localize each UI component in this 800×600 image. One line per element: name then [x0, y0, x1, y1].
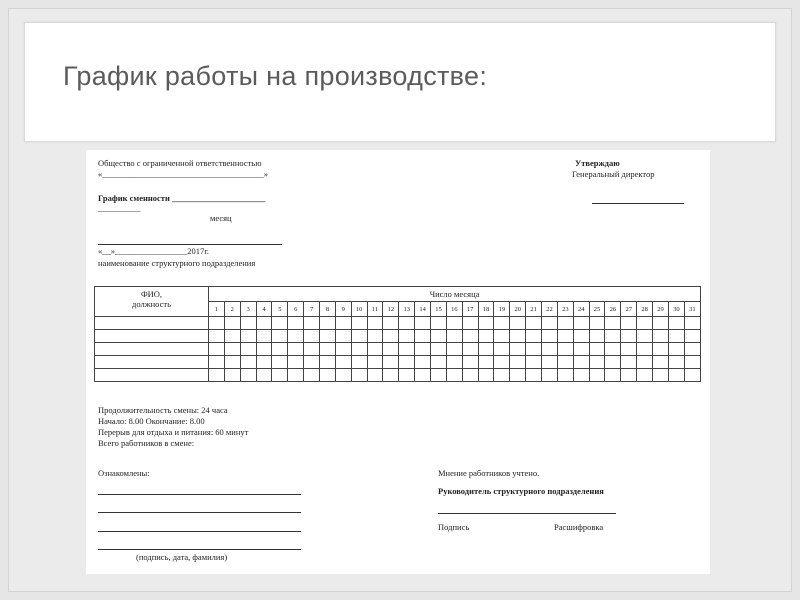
table-cell — [510, 317, 526, 330]
table-cell — [288, 343, 304, 356]
table-cell — [224, 356, 240, 369]
sign-line-3 — [98, 531, 301, 532]
table-cell — [399, 369, 415, 382]
table-cell — [478, 330, 494, 343]
head-signature-line — [438, 513, 616, 514]
table-cell — [209, 330, 225, 343]
table-cell — [399, 356, 415, 369]
table-cell — [383, 330, 399, 343]
table-cell — [209, 369, 225, 382]
table-cell — [304, 330, 320, 343]
table-cell — [494, 369, 510, 382]
table-cell — [637, 317, 653, 330]
table-cell — [415, 343, 431, 356]
table-cell — [494, 317, 510, 330]
table-cell — [621, 369, 637, 382]
table-cell — [351, 356, 367, 369]
sign-line-2 — [98, 512, 301, 513]
table-cell — [335, 317, 351, 330]
table-cell — [335, 369, 351, 382]
table-cell — [462, 317, 478, 330]
table-cell — [320, 343, 336, 356]
table-cell — [573, 369, 589, 382]
table-row — [95, 317, 701, 330]
table-cell — [542, 369, 558, 382]
director-signature-line — [592, 203, 684, 204]
table-cell — [621, 330, 637, 343]
date-line: «__»_________________2017г. — [98, 246, 209, 256]
table-cell — [367, 343, 383, 356]
table-cell — [335, 330, 351, 343]
table-cell — [335, 343, 351, 356]
table-cell — [462, 330, 478, 343]
table-cell — [224, 343, 240, 356]
table-cell — [557, 369, 573, 382]
table-cell — [431, 330, 447, 343]
table-cell — [383, 317, 399, 330]
table-cell — [95, 343, 209, 356]
table-cell — [573, 317, 589, 330]
table-cell — [383, 356, 399, 369]
schedule-label: График сменности ______________________ — [98, 193, 266, 203]
table-cell — [621, 343, 637, 356]
table-cell — [415, 356, 431, 369]
table-cell — [415, 317, 431, 330]
table-cell — [304, 317, 320, 330]
day-number: 7 — [304, 302, 320, 317]
head-label: Руководитель структурного подразделения — [438, 486, 604, 496]
table-cell — [589, 317, 605, 330]
table-cell — [526, 343, 542, 356]
table-cell — [557, 317, 573, 330]
table-cell — [462, 356, 478, 369]
table-cell — [668, 343, 684, 356]
table-cell — [510, 343, 526, 356]
table-cell — [589, 343, 605, 356]
table-cell — [399, 330, 415, 343]
approve-position: Генеральный директор — [572, 169, 655, 179]
table-cell — [526, 317, 542, 330]
table-cell — [224, 369, 240, 382]
day-number: 9 — [335, 302, 351, 317]
table-cell — [557, 330, 573, 343]
table-cell — [557, 356, 573, 369]
table-cell — [320, 330, 336, 343]
table-cell — [478, 343, 494, 356]
table-cell — [494, 343, 510, 356]
table-cell — [446, 343, 462, 356]
table-cell — [526, 330, 542, 343]
table-cell — [304, 356, 320, 369]
table-cell — [653, 330, 669, 343]
company-line: Общество с ограниченной ответственностью — [98, 158, 262, 168]
table-cell — [383, 343, 399, 356]
day-number: 14 — [415, 302, 431, 317]
day-number: 25 — [589, 302, 605, 317]
table-cell — [573, 356, 589, 369]
table-cell — [272, 343, 288, 356]
sign-line-4 — [98, 549, 301, 550]
table-cell — [399, 343, 415, 356]
table-cell — [446, 317, 462, 330]
day-number: 2 — [224, 302, 240, 317]
table-cell — [95, 330, 209, 343]
table-cell — [351, 343, 367, 356]
table-cell — [431, 369, 447, 382]
table-cell — [589, 369, 605, 382]
table-cell — [478, 317, 494, 330]
table-cell — [288, 317, 304, 330]
table-cell — [256, 356, 272, 369]
day-number: 13 — [399, 302, 415, 317]
day-number: 12 — [383, 302, 399, 317]
day-number: 11 — [367, 302, 383, 317]
table-cell — [431, 317, 447, 330]
day-number: 17 — [462, 302, 478, 317]
fio-header-line1: ФИО, — [140, 289, 163, 299]
table-cell — [684, 369, 700, 382]
table-cell — [653, 343, 669, 356]
decode-label: Расшифровка — [554, 522, 604, 532]
table-cell — [240, 317, 256, 330]
table-cell — [351, 317, 367, 330]
day-number: 5 — [272, 302, 288, 317]
table-cell — [637, 369, 653, 382]
table-cell — [367, 330, 383, 343]
table-cell — [415, 369, 431, 382]
table-cell — [494, 356, 510, 369]
table-cell — [272, 369, 288, 382]
table-row — [95, 330, 701, 343]
table-cell — [542, 330, 558, 343]
table-cell — [478, 356, 494, 369]
day-number: 21 — [526, 302, 542, 317]
table-cell — [304, 343, 320, 356]
company-quotes: «______________________________________» — [98, 169, 268, 179]
table-cell — [240, 330, 256, 343]
table-cell — [526, 356, 542, 369]
table-cell — [367, 369, 383, 382]
table-cell — [668, 356, 684, 369]
table-cell — [240, 356, 256, 369]
table-cell — [605, 356, 621, 369]
table-cell — [605, 369, 621, 382]
table-cell — [446, 330, 462, 343]
table-cell — [621, 317, 637, 330]
table-cell — [573, 343, 589, 356]
note-shift-duration: Продолжительность смены: 24 часа — [98, 405, 228, 415]
table-cell — [653, 356, 669, 369]
table-cell — [95, 317, 209, 330]
table-cell — [224, 317, 240, 330]
table-cell — [256, 330, 272, 343]
day-number: 4 — [256, 302, 272, 317]
table-cell — [209, 356, 225, 369]
table-cell — [653, 317, 669, 330]
table-cell — [95, 369, 209, 382]
table-cell — [605, 317, 621, 330]
table-cell — [320, 317, 336, 330]
table-cell — [209, 343, 225, 356]
table-cell — [684, 330, 700, 343]
document-image — [86, 150, 710, 574]
table-cell — [367, 356, 383, 369]
table-cell — [240, 369, 256, 382]
table-cell — [431, 343, 447, 356]
table-cell — [542, 343, 558, 356]
day-number: 16 — [446, 302, 462, 317]
day-number: 8 — [320, 302, 336, 317]
table-cell — [605, 330, 621, 343]
opinion-note: Мнение работников учтено. — [438, 468, 540, 478]
table-cell — [351, 330, 367, 343]
day-number: 19 — [494, 302, 510, 317]
note-start-end: Начало: 8.00 Окончание: 8.00 — [98, 416, 205, 426]
fio-header-line2: должность — [132, 299, 171, 309]
table-cell — [494, 330, 510, 343]
table-cell — [320, 369, 336, 382]
blank-line — [98, 244, 282, 245]
table-cell — [589, 330, 605, 343]
day-number: 29 — [653, 302, 669, 317]
table-cell — [637, 330, 653, 343]
table-cell — [431, 356, 447, 369]
table-cell — [304, 369, 320, 382]
table-cell — [668, 330, 684, 343]
table-cell — [510, 356, 526, 369]
table-cell — [288, 330, 304, 343]
slide-title: График работы на производстве: — [63, 61, 488, 91]
table-cell — [351, 369, 367, 382]
table-cell — [256, 317, 272, 330]
table-cell — [399, 317, 415, 330]
table-cell — [272, 356, 288, 369]
day-number: 26 — [605, 302, 621, 317]
table-cell — [605, 343, 621, 356]
table-cell — [272, 317, 288, 330]
table-cell — [589, 356, 605, 369]
familiarized-label: Ознакомлены: — [98, 468, 150, 478]
day-number: 3 — [240, 302, 256, 317]
table-cell — [637, 343, 653, 356]
sign-line-1 — [98, 494, 301, 495]
day-number: 23 — [557, 302, 573, 317]
table-cell — [320, 356, 336, 369]
table-cell — [510, 330, 526, 343]
table-cell — [288, 369, 304, 382]
day-number: 27 — [621, 302, 637, 317]
table-cell — [542, 356, 558, 369]
table-cell — [462, 343, 478, 356]
title-box — [24, 22, 776, 142]
day-number: 20 — [510, 302, 526, 317]
table-cell — [621, 356, 637, 369]
table-cell — [526, 369, 542, 382]
table-cell — [256, 369, 272, 382]
signature-label: Подпись — [438, 522, 470, 532]
month-header: Число месяца — [209, 287, 701, 302]
month-label: месяц — [210, 213, 232, 223]
table-cell — [415, 330, 431, 343]
approve-title: Утверждаю — [575, 158, 620, 168]
table-cell — [95, 356, 209, 369]
day-number: 10 — [351, 302, 367, 317]
table-cell — [462, 369, 478, 382]
day-number: 6 — [288, 302, 304, 317]
day-number: 15 — [431, 302, 447, 317]
table-cell — [668, 317, 684, 330]
table-cell — [684, 343, 700, 356]
table-cell — [542, 317, 558, 330]
table-cell — [684, 356, 700, 369]
table-cell — [240, 343, 256, 356]
table-cell — [446, 369, 462, 382]
table-cell — [272, 330, 288, 343]
day-number: 18 — [478, 302, 494, 317]
table-cell — [557, 343, 573, 356]
note-workers-count: Всего работников в смене: — [98, 438, 195, 448]
day-number: 1 — [209, 302, 225, 317]
sign-caption: (подпись, дата, фамилия) — [136, 552, 228, 562]
table-cell — [335, 356, 351, 369]
day-number: 24 — [573, 302, 589, 317]
schedule-table — [94, 286, 701, 382]
table-cell — [573, 330, 589, 343]
table-cell — [668, 369, 684, 382]
table-cell — [288, 356, 304, 369]
table-cell — [209, 317, 225, 330]
fio-header — [95, 287, 209, 317]
table-row — [95, 343, 701, 356]
table-cell — [367, 317, 383, 330]
table-cell — [446, 356, 462, 369]
table-cell — [637, 356, 653, 369]
table-cell — [478, 369, 494, 382]
table-cell — [383, 369, 399, 382]
table-cell — [224, 330, 240, 343]
table-cell — [684, 317, 700, 330]
day-number: 28 — [637, 302, 653, 317]
day-number: 22 — [542, 302, 558, 317]
table-row — [95, 369, 701, 382]
department-label: наименование структурного подразделения — [98, 258, 256, 268]
day-number: 31 — [684, 302, 700, 317]
table-cell — [510, 369, 526, 382]
table-cell — [256, 343, 272, 356]
table-cell — [653, 369, 669, 382]
table-row — [95, 356, 701, 369]
note-break: Перерыв для отдыха и питания: 60 минут — [98, 427, 249, 437]
day-number: 30 — [668, 302, 684, 317]
schedule-underline: __________ — [98, 203, 141, 213]
